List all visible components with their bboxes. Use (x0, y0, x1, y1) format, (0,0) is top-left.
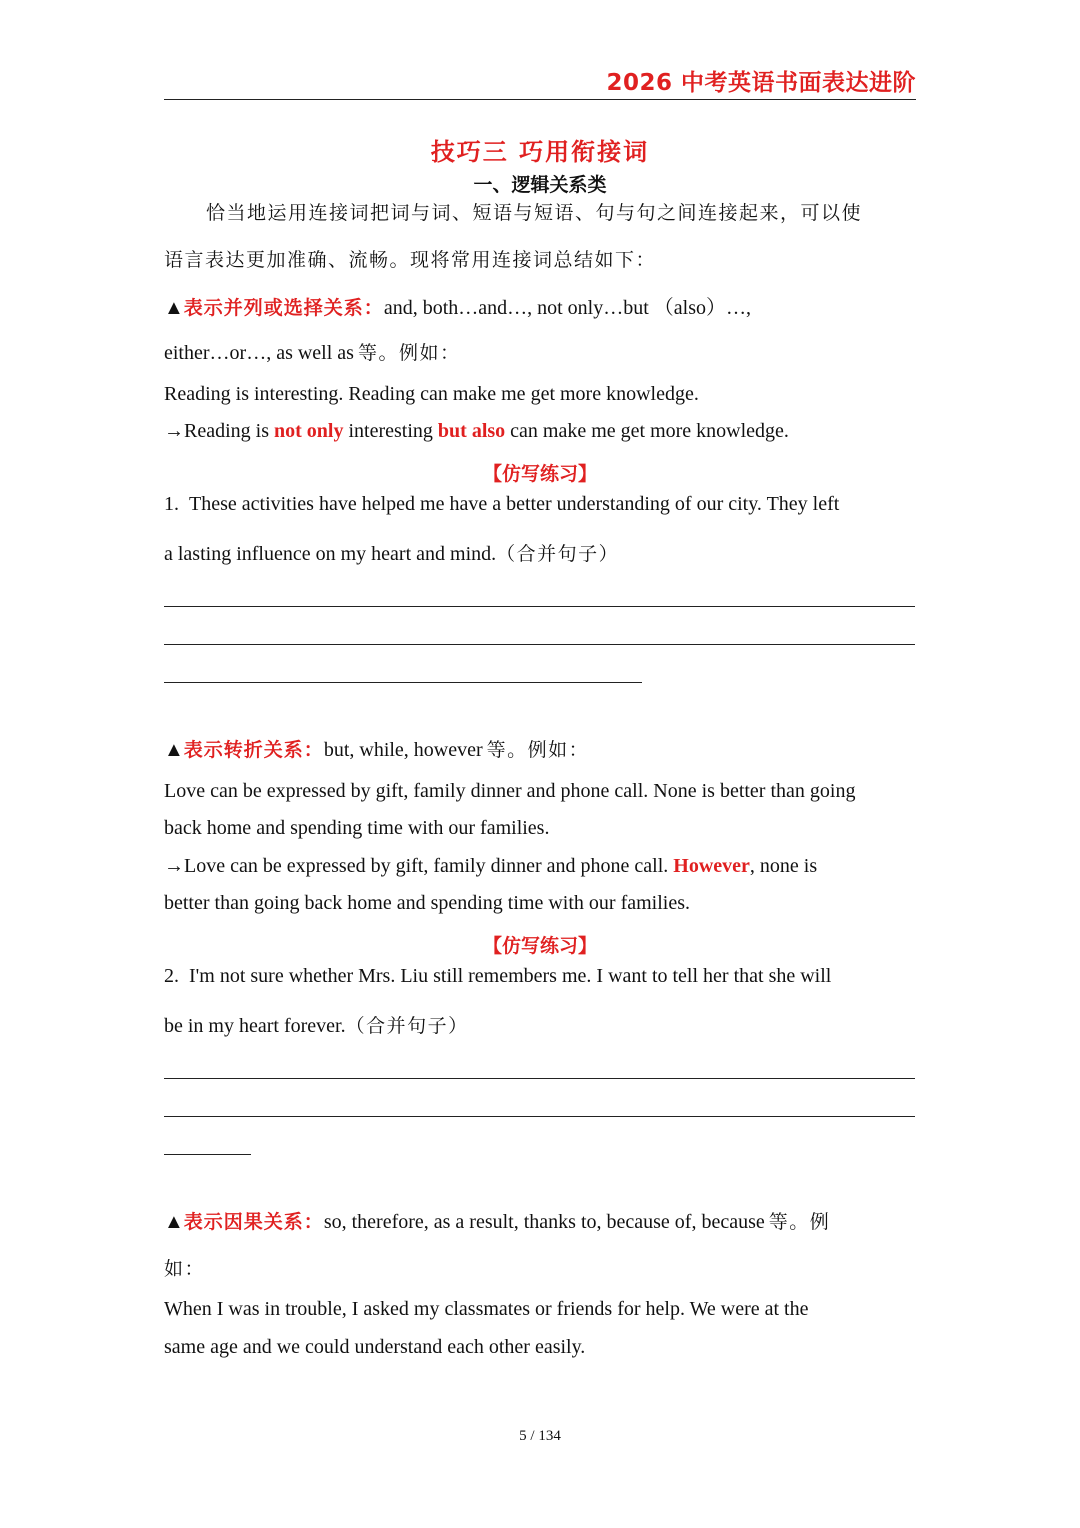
block-1-tail: 等。例如： (357, 342, 461, 364)
rewrite-part: , none is (749, 855, 818, 877)
rewrite-part: →Love can be expressed by gift, family dinner and phone call. (164, 855, 674, 877)
block-3-example-2: same age and we could understand each other easily. (164, 1336, 586, 1358)
block-2-example-1: Love can be expressed by gift, family dinner and phone call. None is better than going (164, 780, 856, 802)
triangle-marker-icon: ▲ (164, 739, 184, 761)
highlight-however: However (673, 855, 750, 877)
section-title: 技巧三 巧用衔接词 (430, 138, 650, 166)
triangle-marker-icon: ▲ (164, 1211, 184, 1233)
block-3-tail: 等。例 (768, 1211, 831, 1233)
block-2-heading-line (164, 735, 916, 762)
answer-line[interactable] (164, 1078, 915, 1079)
practice-label-1: 【仿写练习】 (482, 463, 597, 485)
question-1-note: （合并句子） (496, 543, 620, 565)
question-2-line-1 (164, 965, 916, 988)
rewrite-part: →Reading is (164, 420, 274, 442)
question-1-line-1 (164, 493, 916, 516)
answer-line[interactable] (164, 644, 915, 645)
header-divider (164, 99, 916, 100)
rewrite-part: can make me get more knowledge. (505, 420, 789, 442)
section-subtitle: 一、逻辑关系类 (473, 174, 607, 196)
triangle-marker-icon: ▲ (164, 297, 184, 319)
block-3-example-1: When I was in trouble, I asked my classmates or friends for help. We were at the (164, 1298, 809, 1320)
header-title: 2026 中考英语书面表达进阶 (606, 70, 916, 96)
block-1-words-line-2 (164, 338, 916, 365)
rewrite-part: interesting (343, 420, 438, 442)
block-1-heading: 表示并列或选择关系： (183, 297, 384, 319)
intro-line-1: 恰当地运用连接词把词与词、短语与短语、句与句之间连接起来，可以使 (206, 202, 863, 224)
answer-line[interactable] (164, 1116, 915, 1117)
block-3-heading: 表示因果关系： (183, 1211, 324, 1233)
block-2-words: but, while, however (323, 739, 483, 761)
block-2-rewrite (164, 855, 916, 878)
block-1-rewrite (164, 420, 916, 443)
block-2-example-2: back home and spending time with our families. (164, 817, 550, 839)
block-2-rewrite-2: better than going back home and spending time with our families. (164, 892, 690, 914)
highlight-but-also: but also (437, 420, 506, 442)
question-2-text: I'm not sure whether Mrs. Liu still remembers me. I want to tell her that she will (189, 965, 832, 987)
question-1-line-2 (164, 539, 916, 566)
block-3-words: so, therefore, as a result, thanks to, because of, because (323, 1211, 765, 1233)
block-2-tail: 等。例如： (486, 739, 590, 761)
block-2-heading: 表示转折关系： (183, 739, 324, 761)
block-3-heading-line (164, 1207, 916, 1234)
question-2-text-2: be in my heart forever. (164, 1015, 346, 1037)
answer-line[interactable] (164, 1154, 251, 1155)
block-1-words: and, both…and…, not only…but （also）…, (383, 297, 752, 319)
question-number: 1. (164, 493, 179, 515)
block-1-words-2: either…or…, as well as (164, 342, 354, 364)
page-number: 5 / 134 (519, 1428, 561, 1444)
practice-label-2: 【仿写练习】 (482, 935, 597, 957)
question-2-line-2 (164, 1011, 916, 1038)
block-1-heading-line (164, 291, 916, 320)
block-1-example: Reading is interesting. Reading can make me get more knowledge. (164, 383, 699, 405)
answer-line[interactable] (164, 606, 915, 607)
highlight-not-only: not only (274, 420, 344, 442)
question-2-note: （合并句子） (345, 1015, 469, 1037)
intro-line-2: 语言表达更加准确、流畅。现将常用连接词总结如下： (164, 249, 657, 271)
question-1-text: These activities have helped me have a better understanding of our city. They left (189, 493, 840, 515)
block-3-tail-2: 如： (164, 1258, 206, 1280)
question-1-text-2: a lasting influence on my heart and mind. (164, 543, 497, 565)
answer-line[interactable] (164, 682, 642, 683)
question-number: 2. (164, 965, 179, 987)
